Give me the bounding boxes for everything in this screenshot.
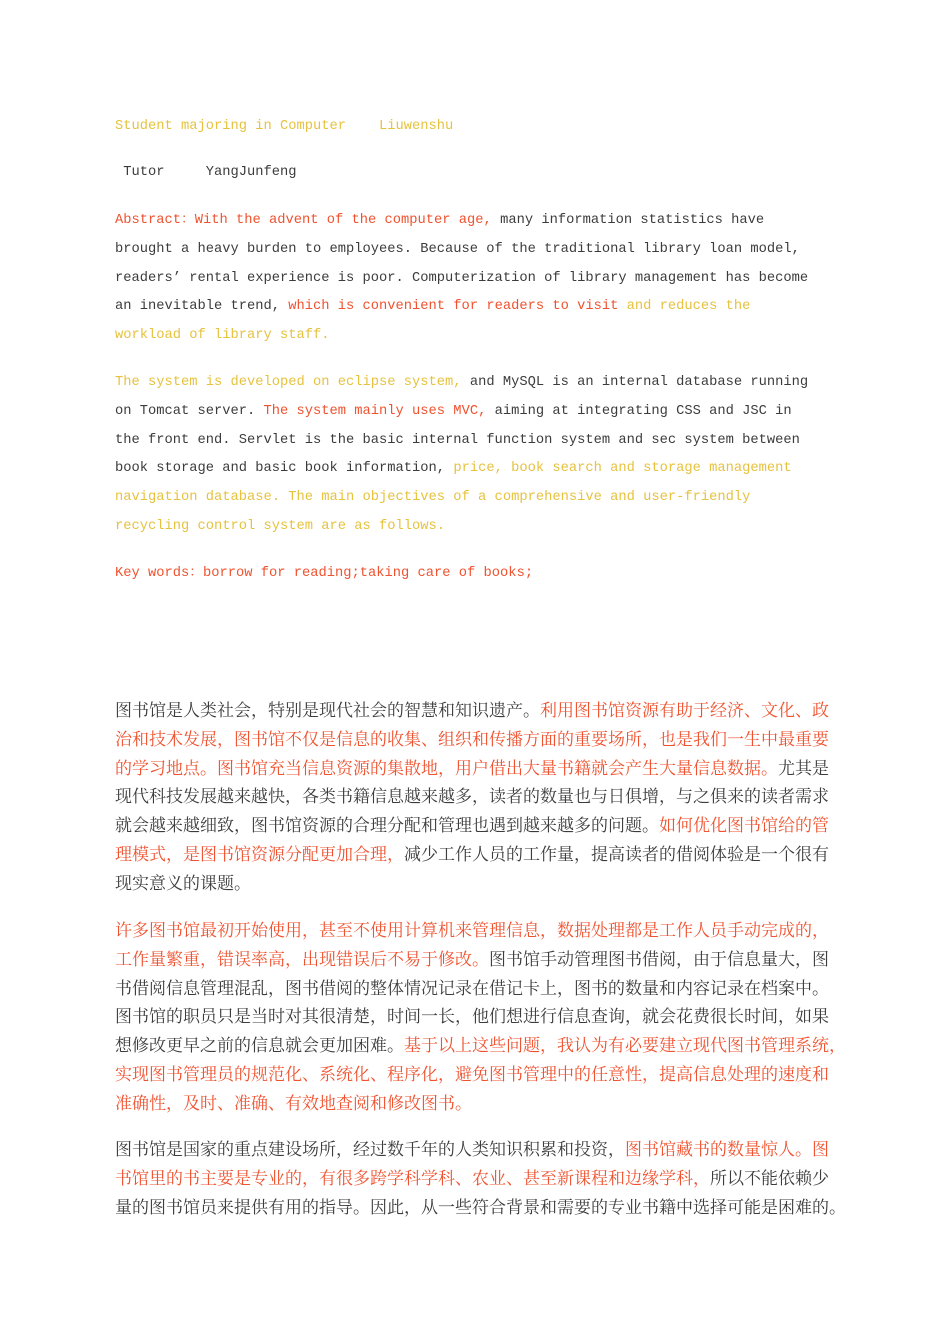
- text-line: [115, 427, 808, 456]
- text-line: [115, 513, 808, 542]
- text-line: [115, 812, 829, 841]
- intro-paragraph-3: [115, 1136, 846, 1222]
- text-line: [115, 783, 829, 812]
- text-segment-gray: brought a heavy burden to employees. Because of the traditional library loan model,: [115, 241, 800, 257]
- text-line: [115, 697, 829, 726]
- text-segment-yellow: recycling control system are as follows.: [115, 518, 446, 534]
- text-segment-gray: 就会越来越细致，图书馆资源的合理分配和管理也遇到越来越多的问题。: [115, 816, 659, 837]
- text-segment-gray: 书借阅信息管理混乱，图书借阅的整体情况记录在借记卡上，图书的数量和内容记录在档案中。: [115, 978, 829, 999]
- text-line: [115, 159, 297, 188]
- text-line: [115, 755, 829, 784]
- abstract-paragraph: [115, 207, 808, 351]
- keywords-line: [115, 560, 533, 589]
- text-segment-gray: Tutor YangJunfeng: [115, 165, 297, 180]
- text-line: [115, 369, 808, 398]
- text-line: [115, 1136, 846, 1165]
- text-segment-red: 实现图书管理员的规范化、系统化、程序化，避免图书管理中的任意性，提高信息处理的速度和: [115, 1064, 829, 1085]
- text-segment-gray: aiming at integrating CSS and JSC in: [486, 403, 792, 419]
- text-segment-red: 基于以上这些问题，我认为有必要建立现代图书管理系统，: [404, 1036, 846, 1057]
- text-segment-gray: 图书馆是国家的重点建设场所，经过数千年的人类知识积累和投资，: [115, 1140, 625, 1160]
- text-line: [115, 484, 808, 513]
- text-line: [115, 975, 846, 1004]
- text-segment-red: 的学习地点。图书馆充当信息资源的集散地，用户借出大量书籍就会产生大量信息数据。: [115, 758, 778, 779]
- text-segment-red: 利用图书馆资源有助于经济、文化、政: [540, 701, 829, 721]
- text-segment-red: 准确性，及时、准确、有效地查阅和修改图书。: [115, 1093, 472, 1114]
- text-segment-gray: 图书馆手动管理图书借阅，由于信息量大，图: [489, 949, 829, 970]
- text-line: [115, 946, 846, 975]
- intro-paragraph-2: [115, 917, 846, 1119]
- text-segment-yellow: and reduces the: [618, 299, 751, 315]
- text-line: [115, 560, 533, 589]
- text-segment-gray: 现实意义的课题。: [115, 873, 251, 894]
- text-segment-gray: 图书馆是人类社会，特别是现代社会的智慧和知识遗产。: [115, 701, 540, 721]
- text-segment-gray: 图书馆的职员只是当时对其很清楚，时间一长，他们想进行信息查询，就会花费很长时间，如果: [115, 1007, 829, 1028]
- text-segment-red: 如何优化图书馆给的管: [659, 816, 829, 837]
- author-line: [115, 113, 453, 142]
- text-segment-red: which is convenient for readers to visit: [288, 299, 619, 315]
- text-line: [115, 726, 829, 755]
- text-segment-gray: many information statistics have: [491, 213, 765, 228]
- text-line: [115, 322, 808, 351]
- text-segment-yellow: workload of library staff.: [115, 328, 330, 344]
- text-segment-gray: on Tomcat server.: [115, 403, 264, 419]
- text-line: [115, 917, 846, 946]
- text-line: [115, 265, 808, 294]
- text-segment-yellow: The system is developed on eclipse system,: [115, 375, 462, 390]
- text-line: [115, 455, 808, 484]
- text-line: [115, 1165, 846, 1194]
- text-line: [115, 1194, 846, 1223]
- text-segment-red: Key words：borrow for reading;taking care of books;: [115, 566, 534, 581]
- text-segment-red: The system mainly uses MVC,: [263, 403, 487, 419]
- text-line: [115, 236, 808, 265]
- text-segment-red: Abstract：With the advent of the computer age,: [115, 213, 492, 228]
- text-line: [115, 207, 808, 236]
- text-segment-gray: 想修改更早之前的信息就会更加困难。: [115, 1036, 404, 1057]
- text-segment-red: 许多图书馆最初开始使用，甚至不使用计算机来管理信息，数据处理都是工作人员手动完成的，: [115, 921, 829, 941]
- text-segment-gray: 现代科技发展越来越快，各类书籍信息越来越多，读者的数量也与日俱增，与之俱来的读者需求: [115, 787, 829, 808]
- text-segment-yellow: Student majoring in Computer Liuwenshu: [115, 119, 454, 134]
- tutor-line: [115, 159, 297, 188]
- intro-paragraph-1: [115, 697, 829, 899]
- text-segment-yellow: price, book search and storage management: [453, 461, 792, 477]
- text-line: [115, 841, 829, 870]
- text-segment-gray: the front end. Servlet is the basic internal function system and sec system between: [115, 432, 800, 448]
- text-line: [115, 1061, 846, 1090]
- text-segment-yellow: navigation database. The main objectives of a comprehensive and user-friendly: [115, 490, 751, 506]
- text-line: [115, 398, 808, 427]
- text-segment-red: 理模式，是图书馆资源分配更加合理，: [115, 844, 404, 865]
- text-line: [115, 870, 829, 899]
- text-segment-gray: 量的图书馆员来提供有用的指导。因此，从一些符合背景和需要的专业书籍中选择可能是困难的。: [115, 1197, 846, 1218]
- text-segment-gray: book storage and basic book information,: [115, 461, 454, 477]
- text-segment-red: 书馆里的书主要是专业的，有很多跨学科学科、农业、甚至新课程和边缘学科，: [115, 1168, 710, 1189]
- text-segment-red: 图书馆藏书的数量惊人。图: [625, 1140, 829, 1160]
- text-segment-gray: and MySQL is an internal database running: [461, 375, 809, 390]
- text-line: [115, 1032, 846, 1061]
- text-segment-gray: 尤其是: [778, 758, 829, 779]
- text-line: [115, 1090, 846, 1119]
- text-line: [115, 113, 453, 142]
- text-segment-gray: 减少工作人员的工作量，提高读者的借阅体验是一个很有: [404, 844, 829, 865]
- system-paragraph: [115, 369, 808, 542]
- text-line: [115, 1003, 846, 1032]
- text-segment-gray: readers’ rental experience is poor. Computerization of library management has become: [115, 270, 809, 286]
- text-segment-gray: an inevitable trend,: [115, 299, 289, 315]
- text-segment-red: 治和技术发展，图书馆不仅是信息的收集、组织和传播方面的重要场所，也是我们一生中最重要: [115, 729, 829, 750]
- text-segment-gray: 所以不能依赖少: [710, 1168, 829, 1189]
- text-segment-red: 工作量繁重，错误率高，出现错误后不易于修改。: [115, 949, 489, 970]
- text-line: [115, 293, 808, 322]
